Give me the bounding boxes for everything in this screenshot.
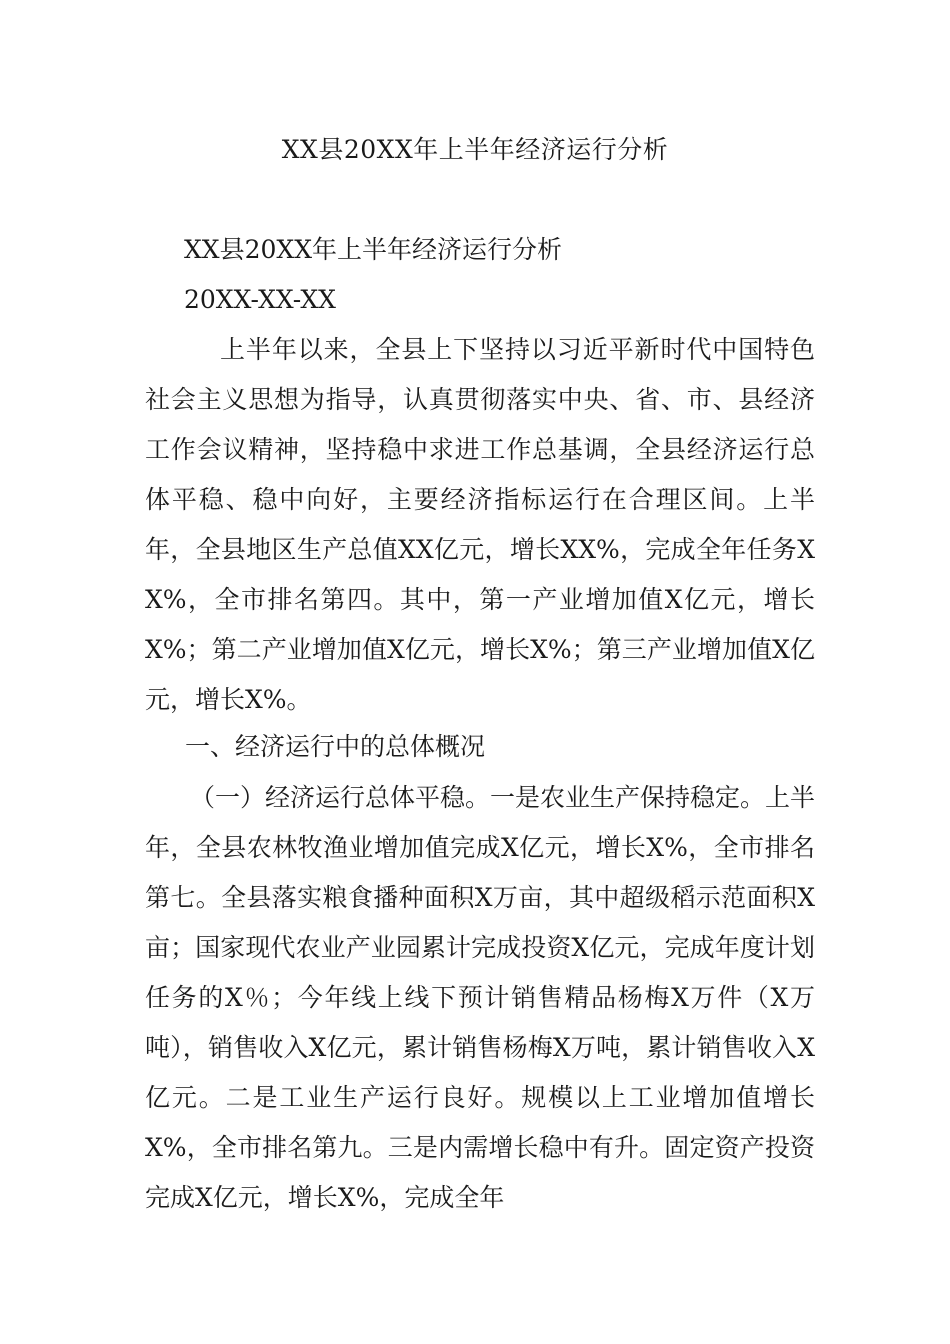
document-subtitle: XX县20XX年上半年经济运行分析 (184, 235, 563, 264)
intro-paragraph: 上半年以来，全县上下坚持以习近平新时代中国特色社会主义思想为指导，认真贯彻落实中央、省、市、县经济工作会议精神，坚持稳中求进工作总基调，全县经济运行总体平稳、稳中向好，主要经济指标运行在合理区间。上半年，全县地区生产总值XX亿元，增长XX%，完成全年任务XX%，全市排名第四。其中，第一产业增加值X亿元，增长X%；第二产业增加值X亿元，增长X%；第三产业增加值X亿元，增长X%。 (145, 335, 815, 714)
document-title: XX县20XX年上半年经济运行分析 (281, 135, 669, 164)
section-paragraph: （一）经济运行总体平稳。一是农业生产保持稳定。上半年，全县农林牧渔业增加值完成X亿元，增长X%，全市排名第七。全县落实粮食播种面积X万亩，其中超级稻示范面积X亩；国家现代农业产业园累计完成投资X亿元，完成年度计划任务的X％；今年线上线下预计销售精品杨梅X万件（X万吨），销售收入X亿元，累计销售杨梅X万吨，累计销售收入X亿元。二是工业生产运行良好。规模以上工业增加值增长X%，全市排名第九。三是内需增长稳中有升。固定资产投资完成X亿元，增长X%，完成全年 (145, 783, 816, 1212)
document-date: 20XX-XX-XX (184, 285, 336, 314)
section-heading: 一、经济运行中的总体概况 (185, 732, 486, 761)
